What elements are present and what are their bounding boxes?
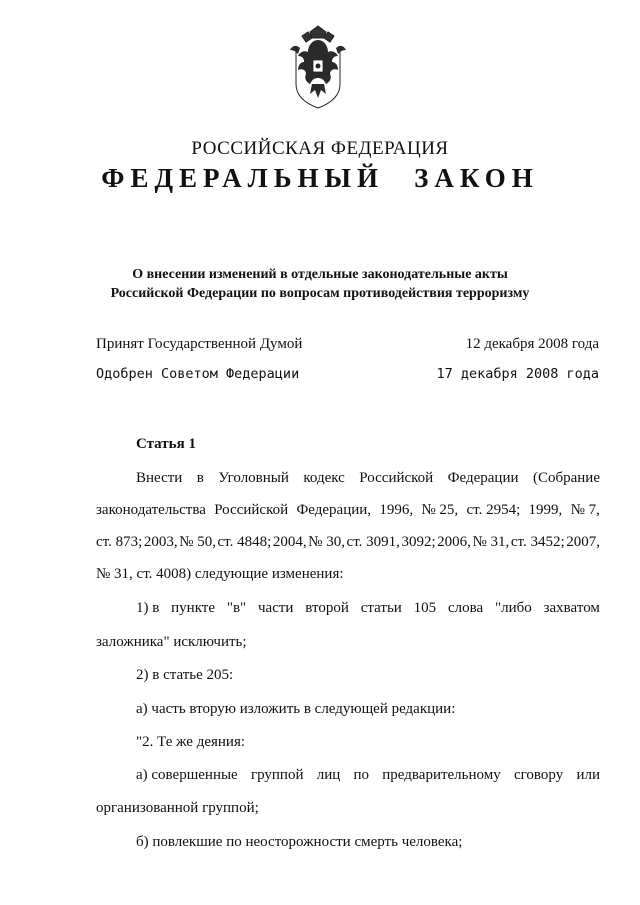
word: № 31, [472,534,510,550]
item2: 2) в статье 205: [136,667,234,683]
duma-adoption-label: Принят Государственной Думой [96,336,303,352]
law-subject [0,265,640,303]
item1-line-1 [136,600,600,617]
word: или [576,767,600,783]
sub-a-line-1 [136,767,600,784]
word: 2003, [143,534,178,550]
word: "либо [494,600,532,616]
word: второй [305,600,349,616]
word: части [258,600,294,616]
p1-line-2 [96,502,600,519]
country-name: РОССИЙСКАЯ ФЕДЕРАЦИЯ [191,138,449,159]
law-title-word2: ЗАКОН [414,163,539,193]
word: 3092; [401,534,436,550]
sub-a-line-2: организованной группой; [96,800,259,816]
word: № 50, [179,534,216,550]
article-heading: Статья 1 [136,436,196,452]
council-approval-date: 17 декабря 2008 года [436,366,599,382]
word: лиц [316,767,341,783]
word: захватом [543,600,600,616]
duma-adoption-row [96,336,599,356]
word: ст. 3091, [346,534,400,550]
word: ст. 2954; [466,502,521,518]
russian-coat-of-arms-icon [282,22,354,112]
subject-line-2: Российской Федерации по вопросам противодействия терроризму [110,286,530,301]
word: Федерации, [296,502,372,518]
item1-line-2: заложника" исключить; [96,634,247,650]
council-approval-row [96,366,599,386]
word: Уголовный [218,470,289,486]
word: 1996, [379,502,414,518]
word: (Собрание [532,470,600,486]
word: статьи [360,600,402,616]
word: 2006, [437,534,471,550]
law-title-word1: ФЕДЕРАЛЬНЫЙ [101,163,385,193]
subject-line-1: О внесении изменений в отдельные законодательные акты [132,267,508,282]
word: а) совершенные [136,767,238,783]
word: № 7, [570,502,600,518]
word: предварительному [382,767,501,783]
word: 2007, [566,534,600,550]
word: Российской [214,502,289,518]
word: по [353,767,370,783]
quote-start: "2. Те же деяния: [136,734,246,750]
word: 2004, [272,534,307,550]
word: ст. 873; [96,534,143,550]
word: Федерации [447,470,519,486]
p1-line-1 [136,470,600,487]
word: пункте [171,600,216,616]
sub-b: б) повлекшие по неосторожности смерть человека; [136,834,463,850]
word: 1) в [136,600,160,616]
word: № 25, [421,502,459,518]
word: в [196,470,204,486]
document-type-title [0,163,640,194]
item2-a: а) часть вторую изложить в следующей редакции: [136,701,456,717]
word: ст. 4848; [217,534,272,550]
word: ст. 3452; [510,534,565,550]
word: № 30, [308,534,345,550]
duma-adoption-date: 12 декабря 2008 года [465,336,599,352]
word: сговору [513,767,564,783]
word: 1999, [528,502,563,518]
word: Российской [359,470,434,486]
council-approval-label: Одобрен Советом Федерации [96,366,300,382]
word: законодательства [96,502,206,518]
word: кодекс [303,470,345,486]
p1-line-4: № 31, ст. 4008) следующие изменения: [96,566,344,582]
word: "в" [226,600,247,616]
p1-line-3 [96,534,600,551]
word: 105 [413,600,437,616]
word: группой [250,767,304,783]
word: слова [447,600,484,616]
word: Внести [136,470,183,486]
